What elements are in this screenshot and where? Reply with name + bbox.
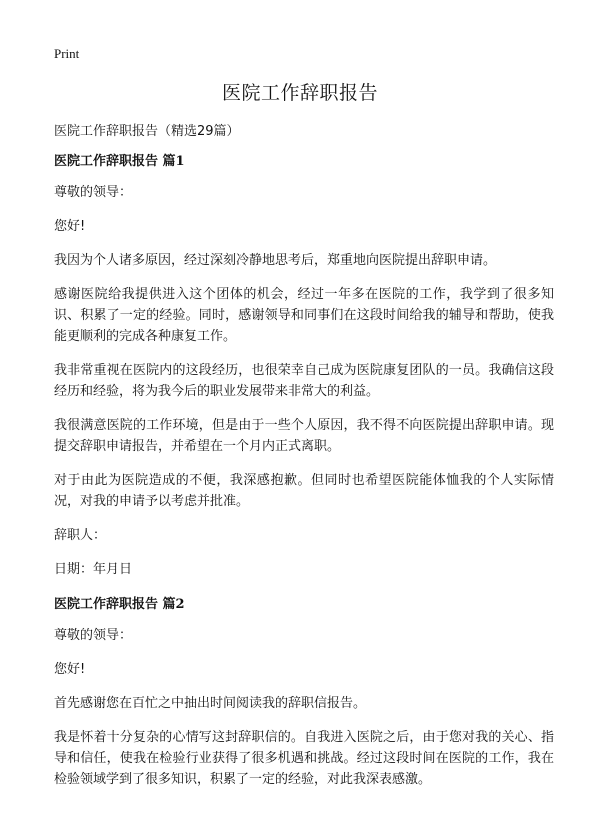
signature-line: 辞职人： (54, 528, 107, 543)
document-title: 医院工作辞职报告 (221, 82, 378, 104)
body-paragraph: 我非常重视在医院内的这段经历，也很荣幸自己成为医院康复团队的一员。我确信这段经历和经验，将为我今后的职业发展带来非常大的利益。 (54, 363, 554, 399)
section-heading: 医院工作辞职报告 篇2 (54, 597, 185, 612)
document-body (54, 150, 554, 803)
body-paragraph: 感谢医院给我提供进入这个团体的机会，经过一年多在医院的工作，我学到了很多知识、积累了一定的经验。同时，感谢领导和同事们在这段时间给我的辅导和帮助，使我能更顺利的完成各种康复工作。 (54, 287, 554, 344)
greeting: 您好! (54, 662, 86, 677)
print-link[interactable]: Print (54, 46, 80, 61)
salutation: 尊敬的领导： (54, 185, 133, 200)
body-paragraph: 首先感谢您在百忙之中抽出时间阅读我的辞职信报告。 (54, 696, 367, 711)
date-line: 日期：年月日 (54, 562, 133, 577)
section-1 (54, 150, 554, 580)
salutation: 尊敬的领导： (54, 628, 133, 643)
document-subtitle: 医院工作辞职报告（精选29篇） (54, 124, 240, 139)
body-paragraph: 我因为个人诸多原因，经过深刻冷静地思考后，郑重地向医院提出辞职申请。 (54, 253, 497, 268)
body-paragraph: 我很满意医院的工作环境，但是由于一些个人原因，我不得不向医院提出辞职申请。现提交辞职申请报告，并希望在一个月内正式离职。 (54, 418, 554, 454)
body-paragraph: 我是怀着十分复杂的心情写这封辞职信的。自我进入医院之后，由于您对我的关心、指导和信任，使我在检验行业获得了很多机遇和挑战。经过这段时间在医院的工作，我在检验领域学到了很多知识，积累了一定的经验，对此我深表感激。 (54, 730, 554, 787)
section-2 (54, 593, 554, 790)
section-heading: 医院工作辞职报告 篇1 (54, 154, 185, 169)
body-paragraph: 对于由此为医院造成的不便，我深感抱歉。但同时也希望医院能体恤我的个人实际情况，对我的申请予以考虑并批准。 (54, 473, 554, 509)
greeting: 您好! (54, 219, 86, 234)
